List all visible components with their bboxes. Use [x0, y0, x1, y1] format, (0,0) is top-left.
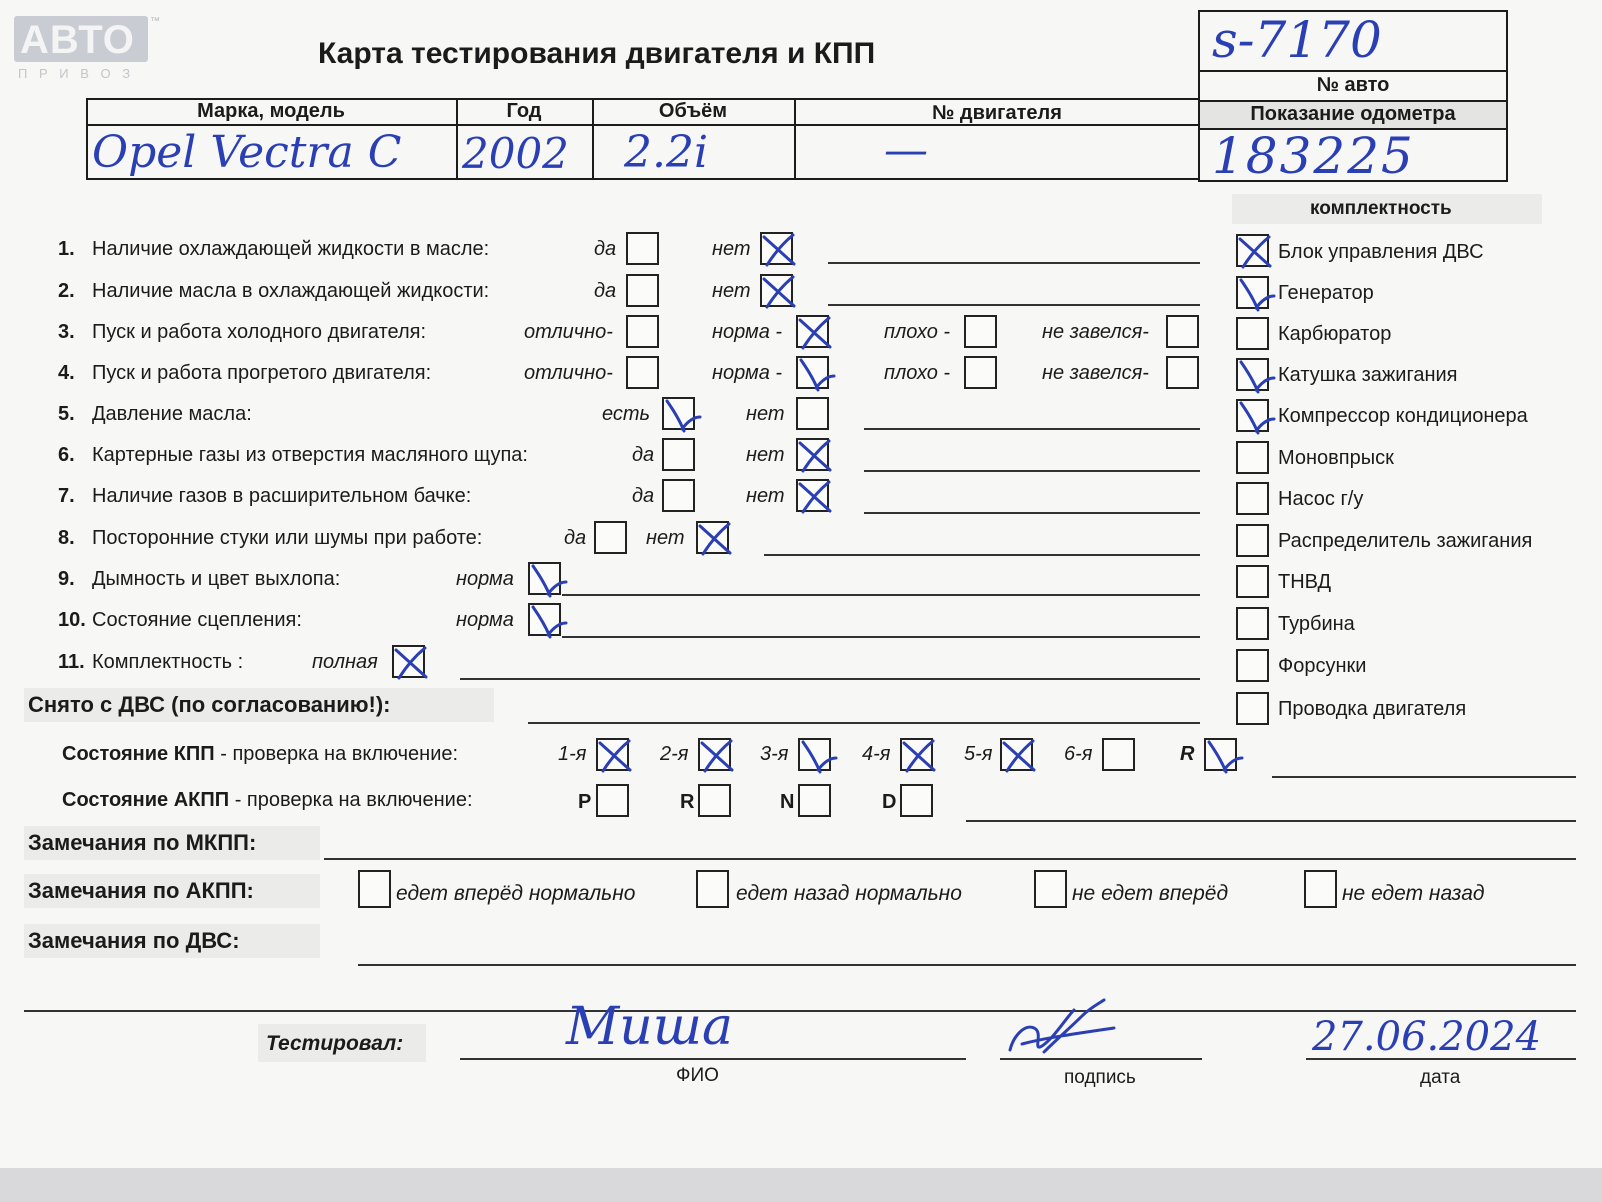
check-mark-icon — [390, 643, 431, 684]
kpp-label-rest: - проверка на включение: — [214, 743, 459, 765]
remarks-mkpp-label: Замечания по МКПП: — [28, 830, 257, 855]
logo-main-text: АВТО — [20, 18, 135, 62]
akpp-remark-box[interactable] — [1304, 870, 1337, 908]
akpp-label-bold: Состояние АКПП — [62, 789, 230, 811]
kit-checkbox[interactable] — [1236, 441, 1269, 474]
akpp-mode-label: R — [680, 791, 695, 813]
check-label: Наличие газов в расширительном бачке: — [92, 485, 472, 507]
check1-yes-box[interactable] — [626, 232, 659, 265]
kit-item-label: Проводка двигателя — [1278, 698, 1467, 720]
check-number: 5. — [58, 403, 75, 425]
gear-label: R — [1180, 743, 1195, 765]
option-no-start-label: не завелся- — [1042, 362, 1149, 384]
auto-number-label: № авто — [1316, 74, 1390, 96]
signature-scribble — [1004, 994, 1120, 1060]
akpp-d-box[interactable] — [900, 784, 933, 817]
akpp-mode-label: P — [578, 791, 592, 813]
engine-number-value: — — [884, 125, 928, 176]
avtoprivoz-logo — [14, 16, 160, 82]
check4-normal-box[interactable] — [796, 356, 829, 389]
check4-no-start-box[interactable] — [1166, 356, 1199, 389]
kit-item-label: Форсунки — [1278, 655, 1367, 677]
logo-tm: ™ — [150, 16, 160, 27]
gear-2-box[interactable] — [698, 738, 731, 771]
check-label: Посторонние стуки или шумы при работе: — [92, 527, 483, 549]
kpp-label — [62, 742, 458, 766]
check1-no-box[interactable] — [760, 232, 793, 265]
kit-item-label: Компрессор кондиционера — [1278, 405, 1528, 427]
odometer-label: Показание одометра — [1250, 103, 1456, 125]
option-excellent-label: отлично- — [524, 321, 613, 343]
akpp-mode-label: N — [780, 791, 795, 813]
year-header: Год — [506, 100, 542, 122]
signature-label: подпись — [1064, 1067, 1136, 1088]
check7-no-box[interactable] — [796, 479, 829, 512]
check8-no-box[interactable] — [696, 521, 729, 554]
option-no-label: нет — [746, 444, 785, 466]
check6-no-box[interactable] — [796, 438, 829, 471]
check-mark-icon — [796, 736, 837, 777]
check-mark-icon — [794, 436, 835, 477]
volume-header: Объём — [658, 100, 728, 122]
option-bad-label: плохо - — [884, 321, 951, 343]
tested-by-label: Тестировал: — [266, 1032, 404, 1055]
akpp-label — [62, 788, 473, 812]
check-label: Комплектность : — [92, 651, 244, 673]
check-number: 11. — [58, 651, 85, 673]
check-mark-icon — [998, 736, 1039, 777]
check11-full-box[interactable] — [392, 645, 425, 678]
gear-5-box[interactable] — [1000, 738, 1033, 771]
kit-title: комплектность — [1310, 198, 1452, 219]
akpp-r-box[interactable] — [698, 784, 731, 817]
check-label: Пуск и работа холодного двигателя: — [92, 321, 427, 343]
check7-yes-box[interactable] — [662, 479, 695, 512]
akpp-remark-box[interactable] — [358, 870, 391, 908]
check-number: 7. — [58, 485, 75, 507]
akpp-n-box[interactable] — [798, 784, 831, 817]
check3-excellent-box[interactable] — [626, 315, 659, 348]
check-label: Картерные газы из отверстия масляного щупа: — [92, 444, 528, 466]
gear-label: 3-я — [760, 743, 789, 765]
akpp-mode-label: D — [882, 791, 897, 813]
option-normal-label: норма — [456, 568, 514, 590]
volume-value: 2.2i — [624, 127, 709, 178]
logo-sub-text: П Р И В О З — [18, 66, 135, 81]
option-full-label: полная — [312, 651, 378, 673]
option-normal-label: норма - — [712, 362, 783, 384]
check-number: 3. — [58, 321, 75, 343]
akpp-remark-label: едет назад нормально — [736, 882, 962, 905]
check-mark-icon — [794, 313, 835, 354]
check4-excellent-box[interactable] — [626, 356, 659, 389]
gear-r-box[interactable] — [1204, 738, 1237, 771]
check-mark-icon — [1202, 736, 1243, 777]
akpp-remark-label: едет вперёд нормально — [396, 882, 636, 905]
year-value: 2002 — [462, 129, 569, 178]
option-no-label: нет — [746, 485, 785, 507]
check3-normal-box[interactable] — [796, 315, 829, 348]
option-no-label: нет — [712, 280, 751, 302]
option-yes-label: да — [594, 280, 617, 302]
kit-item-label: Генератор — [1278, 282, 1374, 304]
kit-item-label: Карбюратор — [1278, 323, 1392, 345]
check-mark-icon — [1234, 356, 1275, 397]
kit-checkbox[interactable] — [1236, 524, 1269, 557]
check-mark-icon — [696, 736, 737, 777]
akpp-remark-label: не едет назад — [1342, 882, 1485, 905]
check-label: Пуск и работа прогретого двигателя: — [92, 362, 432, 384]
date-label: дата — [1420, 1067, 1461, 1088]
check2-no-box[interactable] — [760, 274, 793, 307]
akpp-p-box[interactable] — [596, 784, 629, 817]
kit-checkbox[interactable] — [1236, 276, 1269, 309]
check-mark-icon — [660, 395, 701, 436]
check-number: 8. — [58, 527, 75, 549]
check-label: Наличие охлаждающей жидкости в масле: — [92, 238, 490, 260]
check-number: 1. — [58, 238, 75, 260]
akpp-label-rest: - проверка на включение: — [229, 789, 473, 811]
check-mark-icon — [526, 601, 567, 642]
kit-item-label: Моновпрыск — [1278, 447, 1394, 469]
check-label: Наличие масла в охлаждающей жидкости: — [92, 280, 490, 302]
kit-checkbox[interactable] — [1236, 317, 1269, 350]
option-yes-label: да — [632, 444, 655, 466]
odometer-value: 183225 — [1212, 127, 1415, 185]
date-value: 27.06.2024 — [1312, 1014, 1542, 1060]
check2-yes-box[interactable] — [626, 274, 659, 307]
check4-bad-box[interactable] — [964, 356, 997, 389]
check5-present-box[interactable] — [662, 397, 695, 430]
page-title: Карта тестирования двигателя и КПП — [318, 37, 876, 70]
check-mark-icon — [594, 736, 635, 777]
kit-checkbox[interactable] — [1236, 482, 1269, 515]
check-number: 4. — [58, 362, 75, 384]
check-mark-icon — [526, 560, 567, 601]
check-number: 9. — [58, 568, 75, 590]
removed-label: Снято с ДВС (по согласованию!): — [28, 692, 391, 717]
kit-item-label: Насос г/у — [1278, 488, 1364, 510]
check3-no-start-box[interactable] — [1166, 315, 1199, 348]
gear-label: 1-я — [558, 743, 587, 765]
check-mark-icon — [794, 354, 835, 395]
check-mark-icon — [794, 477, 835, 518]
check8-yes-box[interactable] — [594, 521, 627, 554]
option-normal-label: норма — [456, 609, 514, 631]
check-label: Дымность и цвет выхлопа: — [92, 568, 341, 590]
fio-label: ФИО — [676, 1065, 719, 1086]
kit-checkbox[interactable] — [1236, 607, 1269, 640]
kit-item-label: ТНВД — [1278, 571, 1332, 593]
kit-item-label: Турбина — [1278, 613, 1355, 635]
engine-number-header: № двигателя — [932, 102, 1062, 124]
kit-checkbox[interactable] — [1236, 565, 1269, 598]
check-mark-icon — [1234, 397, 1275, 438]
check-label: Давление масла: — [92, 403, 252, 425]
gear-1-box[interactable] — [596, 738, 629, 771]
option-no-label: нет — [646, 527, 685, 549]
check-mark-icon — [758, 230, 799, 271]
kit-checkbox[interactable] — [1236, 234, 1269, 267]
check-number: 2. — [58, 280, 75, 302]
gear-label: 2-я — [660, 743, 689, 765]
option-excellent-label: отлично- — [524, 362, 613, 384]
gear-label: 4-я — [862, 743, 891, 765]
check-number: 6. — [58, 444, 75, 466]
kit-checkbox[interactable] — [1236, 399, 1269, 432]
remarks-akpp-label: Замечания по АКПП: — [28, 878, 254, 903]
auto-number-value: s-7170 — [1212, 11, 1382, 69]
check-mark-icon — [1234, 232, 1275, 273]
fio-value: Миша — [566, 997, 733, 1057]
option-normal-label: норма - — [712, 321, 783, 343]
check5-no-box[interactable] — [796, 397, 829, 430]
check-number: 10. — [58, 609, 86, 631]
gear-6-box[interactable] — [1102, 738, 1135, 771]
option-no-label: нет — [746, 403, 785, 425]
kit-checkbox[interactable] — [1236, 358, 1269, 391]
option-no-start-label: не завелся- — [1042, 321, 1149, 343]
akpp-remark-label: не едет вперёд — [1072, 882, 1229, 905]
brand-header: Марка, модель — [197, 100, 345, 122]
option-bad-label: плохо - — [884, 362, 951, 384]
option-present-label: есть — [602, 403, 651, 425]
check6-yes-box[interactable] — [662, 438, 695, 471]
option-yes-label: да — [594, 238, 617, 260]
brand-value: Opel Vectra C — [92, 127, 402, 178]
check10-normal-box[interactable] — [528, 603, 561, 636]
option-yes-label: да — [564, 527, 587, 549]
check9-normal-box[interactable] — [528, 562, 561, 595]
check-mark-icon — [898, 736, 939, 777]
kit-item-label: Катушка зажигания — [1278, 364, 1458, 386]
gear-4-box[interactable] — [900, 738, 933, 771]
check-mark-icon — [758, 272, 799, 313]
gear-label: 6-я — [1064, 743, 1093, 765]
gear-3-box[interactable] — [798, 738, 831, 771]
kit-checkbox[interactable] — [1236, 649, 1269, 682]
check-mark-icon — [1234, 274, 1275, 315]
kit-checkbox[interactable] — [1236, 692, 1269, 725]
kit-item-label: Распределитель зажигания — [1278, 530, 1533, 552]
option-no-label: нет — [712, 238, 751, 260]
akpp-remark-box[interactable] — [1034, 870, 1067, 908]
kpp-label-bold: Состояние КПП — [62, 743, 215, 765]
gear-label: 5-я — [964, 743, 993, 765]
kit-item-label: Блок управления ДВС — [1278, 241, 1484, 263]
akpp-remark-box[interactable] — [696, 870, 729, 908]
check-label: Состояние сцепления: — [92, 609, 302, 631]
option-yes-label: да — [632, 485, 655, 507]
remarks-dvs-label: Замечания по ДВС: — [28, 928, 240, 953]
check-mark-icon — [694, 519, 735, 560]
check3-bad-box[interactable] — [964, 315, 997, 348]
